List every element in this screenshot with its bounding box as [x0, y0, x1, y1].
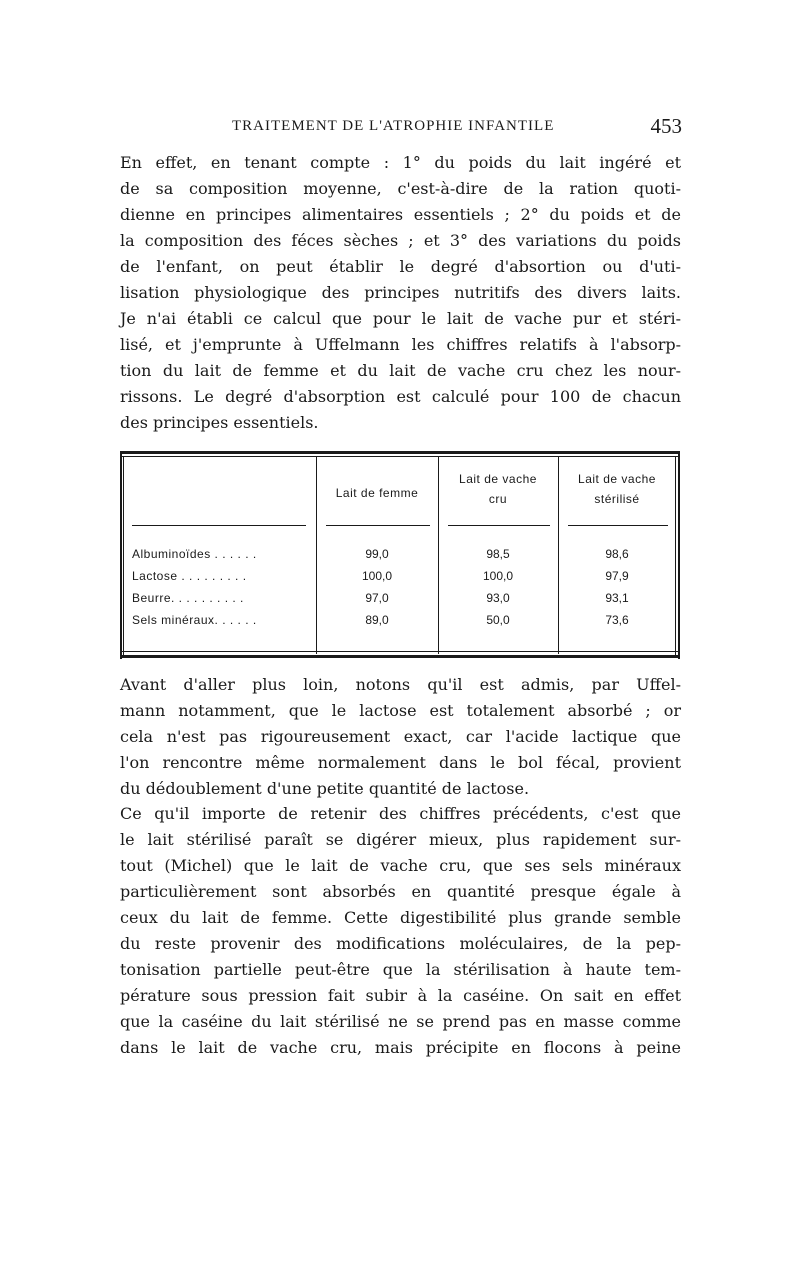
table-row [120, 543, 680, 565]
text-line: du dédoublement d'une petite quantité de lactose. [120, 779, 530, 798]
text-line: la composition des féces sèches ; et 3° des variations du poids [120, 231, 681, 250]
text-line: pérature sous pression fait subir à la caséine. On sait en effet [120, 986, 681, 1005]
value-cell: 93,0 [486, 591, 510, 605]
text-line: dienne en principes alimentaires essentiels ; 2° du poids et de [120, 205, 681, 224]
text-line: le lait stérilisé paraît se digérer mieux, plus rapidement sur- [120, 830, 681, 849]
text-line: lisé, et j'emprunte à Uffelmann les chiffres relatifs à l'absorp- [120, 335, 681, 354]
text-line: Avant d'aller plus loin, notons qu'il est admis, par Uffel- [120, 675, 681, 694]
running-head [120, 116, 682, 140]
row-label: Lactose . . . . . . . . . [132, 569, 247, 583]
header-underline [568, 525, 668, 526]
text-line: particulièrement sont absorbés en quantité presque égale à [120, 882, 681, 901]
value-cell: 73,6 [605, 613, 629, 627]
row-label: Albuminoïdes . . . . . . [132, 547, 257, 561]
row-label: Beurre. . . . . . . . . . [132, 591, 244, 605]
column-header [560, 469, 674, 509]
text-line: mann notamment, que le lactose est totalement absorbé ; or [120, 701, 681, 720]
value-cell: 100,0 [361, 569, 393, 583]
text-line: cela n'est pas rigoureusement exact, car l'acide lactique que [120, 727, 681, 746]
value-cell: 100,0 [482, 569, 514, 583]
column-header-line: Lait de vache [578, 472, 656, 486]
value-cell: 97,0 [365, 591, 389, 605]
paragraph-3 [120, 801, 681, 1061]
running-head-title: TRAITEMENT DE L'ATROPHIE INFANTILE [232, 118, 555, 134]
column-header-line: stérilisé [594, 492, 640, 506]
header-underline [326, 525, 430, 526]
text-line: tout (Michel) que le lait de vache cru, que ses sels minéraux [120, 856, 681, 875]
header-underline [132, 525, 306, 526]
value-cell: 89,0 [365, 613, 389, 627]
text-line: En effet, en tenant compte : 1° du poids du lait ingéré et [120, 153, 681, 172]
text-line: de sa composition moyenne, c'est-à-dire de la ration quoti- [120, 179, 681, 198]
column-header-line: Lait de femme [335, 486, 419, 500]
table-row [120, 587, 680, 609]
header-underline [448, 525, 550, 526]
table-top-rule-thin [120, 456, 680, 457]
text-line: que la caséine du lait stérilisé ne se prend pas en masse comme [120, 1012, 681, 1031]
text-line: du reste provenir des modifications moléculaires, de la pep- [120, 934, 681, 953]
text-line: rissons. Le degré d'absorption est calculé pour 100 de chacun [120, 387, 681, 406]
value-cell: 97,9 [605, 569, 629, 583]
text-line: tion du lait de femme et du lait de vache cru chez les nour- [120, 361, 681, 380]
column-header [318, 483, 436, 503]
table-row [120, 565, 680, 587]
column-header [440, 469, 556, 509]
page-number: 453 [650, 114, 682, 138]
text-line: Je n'ai établi ce calcul que pour le lait de vache pur et stéri- [120, 309, 681, 328]
text-line: Ce qu'il importe de retenir des chiffres précédents, c'est que [120, 804, 681, 823]
text-line: dans le lait de vache cru, mais précipite en flocons à peine [120, 1038, 681, 1057]
value-cell: 50,0 [486, 613, 510, 627]
value-cell: 98,6 [605, 547, 629, 561]
absorption-table [120, 451, 680, 661]
text-line: ceux du lait de femme. Cette digestibilité plus grande semble [120, 908, 681, 927]
table-bottom-rule-thin [120, 651, 680, 652]
text-line: l'on rencontre même normalement dans le bol fécal, provient [120, 753, 681, 772]
table-top-rule [120, 451, 680, 454]
table-bottom-rule [120, 655, 680, 658]
value-cell: 98,5 [486, 547, 510, 561]
column-header-line: Lait de vache [459, 472, 537, 486]
text-line: des principes essentiels. [120, 413, 319, 432]
text-line: tonisation partielle peut-être que la stérilisation à haute tem- [120, 960, 681, 979]
paragraph-1 [120, 150, 681, 436]
column-header-line: cru [488, 492, 508, 506]
value-cell: 99,0 [365, 547, 389, 561]
text-line: lisation physiologique des principes nutritifs des divers laits. [120, 283, 681, 302]
row-label: Sels minéraux. . . . . . [132, 613, 257, 627]
text-line: de l'enfant, on peut établir le degré d'absortion ou d'uti- [120, 257, 681, 276]
value-cell: 93,1 [605, 591, 629, 605]
paragraph-2 [120, 672, 681, 802]
table-row [120, 609, 680, 631]
